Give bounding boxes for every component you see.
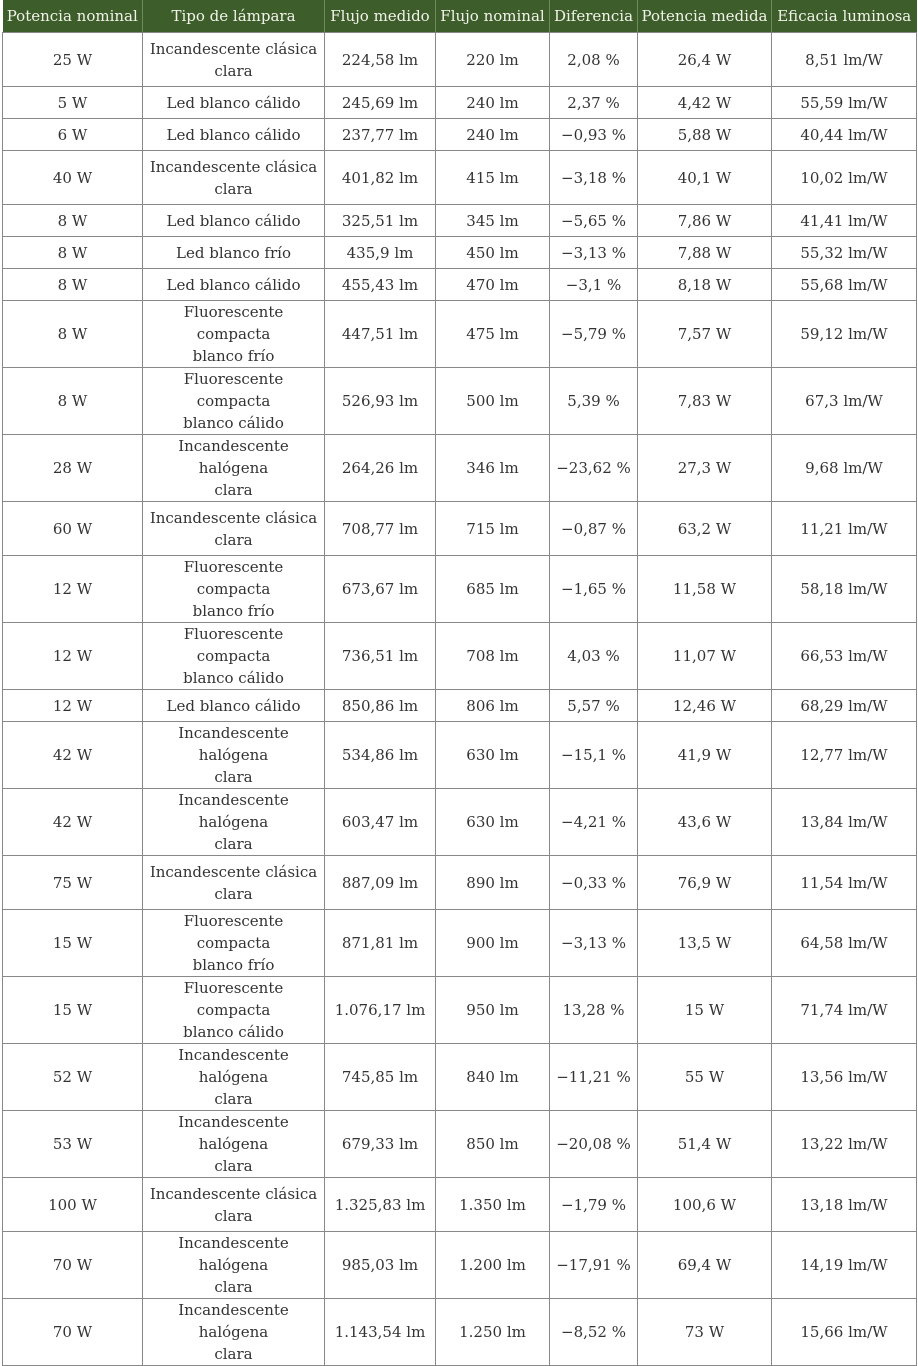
table-row	[3, 33, 917, 87]
nominal-flux-cell: 806 lm	[436, 690, 550, 722]
nominal-power-cell: 25 W	[3, 33, 143, 87]
lamp-type-line: Incandescente halógena	[178, 791, 289, 831]
measured-flux-cell: 679,33 lm	[325, 1111, 436, 1178]
lamp-type-line: Led blanco cálido	[166, 696, 301, 715]
difference-cell: −17,91 %	[550, 1232, 638, 1299]
measured-flux-cell: 455,43 lm	[325, 269, 436, 301]
nominal-flux-cell: 450 lm	[436, 237, 550, 269]
table-row	[3, 556, 917, 623]
efficacy-cell: 68,29 lm/W	[772, 690, 917, 722]
measured-power-cell: 40,1 W	[638, 151, 772, 205]
lamp-type-cell	[143, 856, 325, 910]
efficacy-cell: 13,18 lm/W	[772, 1178, 917, 1232]
lamp-type-line: clara	[214, 768, 253, 786]
difference-cell: −15,1 %	[550, 722, 638, 789]
table-row	[3, 368, 917, 435]
nominal-flux-cell: 346 lm	[436, 435, 550, 502]
header-difference: Diferencia	[550, 0, 638, 33]
difference-cell: 5,57 %	[550, 690, 638, 722]
measured-power-cell: 55 W	[638, 1044, 772, 1111]
measured-flux-cell: 850,86 lm	[325, 690, 436, 722]
lamp-type-line: Fluorescente compacta	[183, 979, 284, 1019]
measured-power-cell: 100,6 W	[638, 1178, 772, 1232]
measured-flux-cell: 435,9 lm	[325, 237, 436, 269]
measured-flux-cell: 237,77 lm	[325, 119, 436, 151]
lamp-type-cell	[143, 1044, 325, 1111]
difference-cell: −3,18 %	[550, 151, 638, 205]
measured-power-cell: 12,46 W	[638, 690, 772, 722]
nominal-flux-cell: 1.350 lm	[436, 1178, 550, 1232]
lamp-type-line: clara	[214, 179, 253, 198]
measured-power-cell: 7,88 W	[638, 237, 772, 269]
lamp-type-line: Incandescente halógena	[178, 1234, 289, 1274]
efficacy-cell: 40,44 lm/W	[772, 119, 917, 151]
lamp-type-cell	[143, 623, 325, 690]
lamp-type-line: clara	[214, 1345, 253, 1363]
nominal-power-cell: 12 W	[3, 623, 143, 690]
table-row	[3, 502, 917, 556]
difference-cell: −1,65 %	[550, 556, 638, 623]
efficacy-cell: 67,3 lm/W	[772, 368, 917, 435]
table-body	[3, 33, 917, 1366]
lamp-type-cell	[143, 789, 325, 856]
lamp-type-cell	[143, 556, 325, 623]
nominal-power-cell: 40 W	[3, 151, 143, 205]
measured-power-cell: 27,3 W	[638, 435, 772, 502]
lamp-type-line: Fluorescente compacta	[183, 303, 284, 343]
efficacy-cell: 10,02 lm/W	[772, 151, 917, 205]
measured-power-cell: 76,9 W	[638, 856, 772, 910]
efficacy-cell: 12,77 lm/W	[772, 722, 917, 789]
table-row	[3, 1232, 917, 1299]
efficacy-cell: 13,56 lm/W	[772, 1044, 917, 1111]
nominal-power-cell: 42 W	[3, 722, 143, 789]
lamp-type-line: Incandescente halógena	[178, 1046, 289, 1086]
table-row	[3, 690, 917, 722]
difference-cell: 13,28 %	[550, 977, 638, 1044]
nominal-flux-cell: 470 lm	[436, 269, 550, 301]
measured-flux-cell: 887,09 lm	[325, 856, 436, 910]
measured-power-cell: 11,07 W	[638, 623, 772, 690]
difference-cell: −8,52 %	[550, 1299, 638, 1366]
table-row	[3, 910, 917, 977]
table-row	[3, 1111, 917, 1178]
efficacy-cell: 64,58 lm/W	[772, 910, 917, 977]
lamp-type-cell	[143, 269, 325, 301]
table-row	[3, 1044, 917, 1111]
nominal-power-cell: 8 W	[3, 205, 143, 237]
lamp-type-cell	[143, 1178, 325, 1232]
nominal-flux-cell: 1.200 lm	[436, 1232, 550, 1299]
measured-power-cell: 7,83 W	[638, 368, 772, 435]
nominal-flux-cell: 500 lm	[436, 368, 550, 435]
measured-power-cell: 69,4 W	[638, 1232, 772, 1299]
difference-cell: 4,03 %	[550, 623, 638, 690]
table-row	[3, 119, 917, 151]
measured-flux-cell: 708,77 lm	[325, 502, 436, 556]
measured-power-cell: 5,88 W	[638, 119, 772, 151]
nominal-power-cell: 70 W	[3, 1299, 143, 1366]
lamp-type-line: clara	[214, 1157, 253, 1175]
efficacy-cell: 66,53 lm/W	[772, 623, 917, 690]
difference-cell: 5,39 %	[550, 368, 638, 435]
lamp-type-line: Incandescente clásica	[149, 1184, 318, 1203]
measured-flux-cell: 526,93 lm	[325, 368, 436, 435]
nominal-flux-cell: 240 lm	[436, 119, 550, 151]
efficacy-cell: 15,66 lm/W	[772, 1299, 917, 1366]
lamp-type-line: Fluorescente compacta	[183, 912, 284, 952]
lamp-type-line: clara	[214, 61, 253, 80]
measured-power-cell: 51,4 W	[638, 1111, 772, 1178]
measured-power-cell: 41,9 W	[638, 722, 772, 789]
nominal-flux-cell: 708 lm	[436, 623, 550, 690]
efficacy-cell: 14,19 lm/W	[772, 1232, 917, 1299]
lamp-type-line: Incandescente halógena	[178, 1113, 289, 1153]
measured-flux-cell: 447,51 lm	[325, 301, 436, 368]
difference-cell: −1,79 %	[550, 1178, 638, 1232]
lamp-type-line: Led blanco cálido	[166, 211, 301, 230]
lamp-type-line: Incandescente clásica	[149, 508, 318, 527]
lamp-type-cell	[143, 87, 325, 119]
nominal-flux-cell: 950 lm	[436, 977, 550, 1044]
nominal-power-cell: 53 W	[3, 1111, 143, 1178]
lamp-type-cell	[143, 119, 325, 151]
measured-flux-cell: 264,26 lm	[325, 435, 436, 502]
difference-cell: −0,93 %	[550, 119, 638, 151]
lamp-type-line: Fluorescente compacta	[183, 625, 284, 665]
nominal-flux-cell: 850 lm	[436, 1111, 550, 1178]
measured-flux-cell: 325,51 lm	[325, 205, 436, 237]
lamp-type-line: blanco frío	[192, 347, 275, 365]
lamp-type-line: blanco cálido	[183, 414, 284, 432]
lamp-type-line: Incandescente clásica	[149, 157, 318, 176]
difference-cell: −23,62 %	[550, 435, 638, 502]
lamp-type-line: Incandescente halógena	[178, 724, 289, 764]
table-row	[3, 205, 917, 237]
lamp-type-cell	[143, 502, 325, 556]
lamp-type-line: Led blanco frío	[176, 243, 291, 262]
lamp-type-line: Incandescente clásica	[149, 39, 318, 58]
nominal-flux-cell: 890 lm	[436, 856, 550, 910]
lamp-type-cell	[143, 33, 325, 87]
lamp-type-line: blanco frío	[192, 602, 275, 620]
lamp-type-line: Incandescente halógena	[178, 1301, 289, 1341]
efficacy-cell: 8,51 lm/W	[772, 33, 917, 87]
header-lamp-type: Tipo de lámpara	[143, 0, 325, 33]
measured-flux-cell: 603,47 lm	[325, 789, 436, 856]
table-row	[3, 435, 917, 502]
nominal-flux-cell: 1.250 lm	[436, 1299, 550, 1366]
measured-flux-cell: 224,58 lm	[325, 33, 436, 87]
efficacy-cell: 11,54 lm/W	[772, 856, 917, 910]
header-nominal-flux: Flujo nominal	[436, 0, 550, 33]
nominal-flux-cell: 220 lm	[436, 33, 550, 87]
lamp-type-line: Led blanco cálido	[166, 93, 301, 112]
lamp-type-cell	[143, 977, 325, 1044]
measured-flux-cell: 1.076,17 lm	[325, 977, 436, 1044]
nominal-flux-cell: 630 lm	[436, 722, 550, 789]
nominal-flux-cell: 415 lm	[436, 151, 550, 205]
table-row	[3, 269, 917, 301]
lamp-type-line: clara	[214, 1278, 253, 1296]
lamp-type-cell	[143, 690, 325, 722]
measured-flux-cell: 534,86 lm	[325, 722, 436, 789]
nominal-flux-cell: 715 lm	[436, 502, 550, 556]
difference-cell: −5,79 %	[550, 301, 638, 368]
measured-flux-cell: 871,81 lm	[325, 910, 436, 977]
lamp-measurements-table	[2, 0, 917, 1366]
efficacy-cell: 41,41 lm/W	[772, 205, 917, 237]
efficacy-cell: 55,68 lm/W	[772, 269, 917, 301]
lamp-type-line: blanco frío	[192, 956, 275, 974]
lamp-type-line: Fluorescente compacta	[183, 558, 284, 598]
difference-cell: 2,37 %	[550, 87, 638, 119]
difference-cell: −11,21 %	[550, 1044, 638, 1111]
measured-power-cell: 11,58 W	[638, 556, 772, 623]
nominal-power-cell: 75 W	[3, 856, 143, 910]
lamp-type-cell	[143, 1111, 325, 1178]
table-row	[3, 722, 917, 789]
efficacy-cell: 58,18 lm/W	[772, 556, 917, 623]
lamp-type-cell	[143, 1232, 325, 1299]
difference-cell: 2,08 %	[550, 33, 638, 87]
nominal-power-cell: 100 W	[3, 1178, 143, 1232]
lamp-type-cell	[143, 368, 325, 435]
table-row	[3, 1178, 917, 1232]
lamp-type-cell	[143, 1299, 325, 1366]
header-measured-power: Potencia medida	[638, 0, 772, 33]
difference-cell: −3,13 %	[550, 910, 638, 977]
nominal-power-cell: 5 W	[3, 87, 143, 119]
measured-power-cell: 4,42 W	[638, 87, 772, 119]
nominal-flux-cell: 685 lm	[436, 556, 550, 623]
lamp-type-cell	[143, 237, 325, 269]
header-measured-flux: Flujo medido	[325, 0, 436, 33]
nominal-power-cell: 15 W	[3, 977, 143, 1044]
difference-cell: −3,13 %	[550, 237, 638, 269]
nominal-power-cell: 6 W	[3, 119, 143, 151]
measured-flux-cell: 401,82 lm	[325, 151, 436, 205]
measured-flux-cell: 985,03 lm	[325, 1232, 436, 1299]
measured-flux-cell: 1.143,54 lm	[325, 1299, 436, 1366]
lamp-type-cell	[143, 151, 325, 205]
measured-power-cell: 43,6 W	[638, 789, 772, 856]
difference-cell: −20,08 %	[550, 1111, 638, 1178]
measured-flux-cell: 745,85 lm	[325, 1044, 436, 1111]
nominal-power-cell: 28 W	[3, 435, 143, 502]
measured-flux-cell: 1.325,83 lm	[325, 1178, 436, 1232]
efficacy-cell: 59,12 lm/W	[772, 301, 917, 368]
nominal-power-cell: 12 W	[3, 556, 143, 623]
header-row	[3, 0, 917, 33]
lamp-type-line: Incandescente halógena	[178, 437, 289, 477]
nominal-power-cell: 8 W	[3, 368, 143, 435]
difference-cell: −5,65 %	[550, 205, 638, 237]
table-row	[3, 237, 917, 269]
measured-flux-cell: 245,69 lm	[325, 87, 436, 119]
difference-cell: −3,1 %	[550, 269, 638, 301]
measured-power-cell: 15 W	[638, 977, 772, 1044]
nominal-flux-cell: 840 lm	[436, 1044, 550, 1111]
nominal-power-cell: 52 W	[3, 1044, 143, 1111]
difference-cell: −0,87 %	[550, 502, 638, 556]
nominal-flux-cell: 630 lm	[436, 789, 550, 856]
table-row	[3, 789, 917, 856]
lamp-type-line: clara	[214, 884, 253, 903]
nominal-power-cell: 8 W	[3, 237, 143, 269]
lamp-type-cell	[143, 722, 325, 789]
header-nominal-power: Potencia nominal	[3, 0, 143, 33]
efficacy-cell: 55,59 lm/W	[772, 87, 917, 119]
measured-flux-cell: 673,67 lm	[325, 556, 436, 623]
efficacy-cell: 9,68 lm/W	[772, 435, 917, 502]
nominal-power-cell: 12 W	[3, 690, 143, 722]
lamp-type-cell	[143, 205, 325, 237]
lamp-type-line: clara	[214, 481, 253, 499]
lamp-type-cell	[143, 910, 325, 977]
measured-power-cell: 8,18 W	[638, 269, 772, 301]
lamp-type-line: blanco cálido	[183, 669, 284, 687]
lamp-type-line: clara	[214, 530, 253, 549]
nominal-flux-cell: 475 lm	[436, 301, 550, 368]
lamp-type-line: blanco cálido	[183, 1023, 284, 1041]
efficacy-cell: 55,32 lm/W	[772, 237, 917, 269]
lamp-type-line: clara	[214, 1206, 253, 1225]
lamp-type-line: Led blanco cálido	[166, 275, 301, 294]
nominal-flux-cell: 900 lm	[436, 910, 550, 977]
measured-flux-cell: 736,51 lm	[325, 623, 436, 690]
table-row	[3, 1299, 917, 1366]
table-row	[3, 977, 917, 1044]
table-row	[3, 87, 917, 119]
lamp-type-line: clara	[214, 1090, 253, 1108]
measured-power-cell: 7,86 W	[638, 205, 772, 237]
nominal-power-cell: 60 W	[3, 502, 143, 556]
nominal-power-cell: 8 W	[3, 301, 143, 368]
efficacy-cell: 13,84 lm/W	[772, 789, 917, 856]
lamp-type-line: Fluorescente compacta	[183, 370, 284, 410]
lamp-type-cell	[143, 301, 325, 368]
lamp-type-line: Led blanco cálido	[166, 125, 301, 144]
efficacy-cell: 13,22 lm/W	[772, 1111, 917, 1178]
efficacy-cell: 11,21 lm/W	[772, 502, 917, 556]
nominal-power-cell: 70 W	[3, 1232, 143, 1299]
table-row	[3, 301, 917, 368]
nominal-flux-cell: 240 lm	[436, 87, 550, 119]
efficacy-cell: 71,74 lm/W	[772, 977, 917, 1044]
measured-power-cell: 26,4 W	[638, 33, 772, 87]
table-row	[3, 856, 917, 910]
lamp-type-cell	[143, 435, 325, 502]
nominal-power-cell: 15 W	[3, 910, 143, 977]
lamp-type-line: clara	[214, 835, 253, 853]
measured-power-cell: 63,2 W	[638, 502, 772, 556]
header-efficacy: Eficacia luminosa	[772, 0, 917, 33]
lamp-type-line: Incandescente clásica	[149, 862, 318, 881]
measured-power-cell: 7,57 W	[638, 301, 772, 368]
difference-cell: −4,21 %	[550, 789, 638, 856]
table-row	[3, 623, 917, 690]
measured-power-cell: 13,5 W	[638, 910, 772, 977]
measured-power-cell: 73 W	[638, 1299, 772, 1366]
table-header	[3, 0, 917, 33]
table-row	[3, 151, 917, 205]
nominal-flux-cell: 345 lm	[436, 205, 550, 237]
nominal-power-cell: 42 W	[3, 789, 143, 856]
difference-cell: −0,33 %	[550, 856, 638, 910]
nominal-power-cell: 8 W	[3, 269, 143, 301]
